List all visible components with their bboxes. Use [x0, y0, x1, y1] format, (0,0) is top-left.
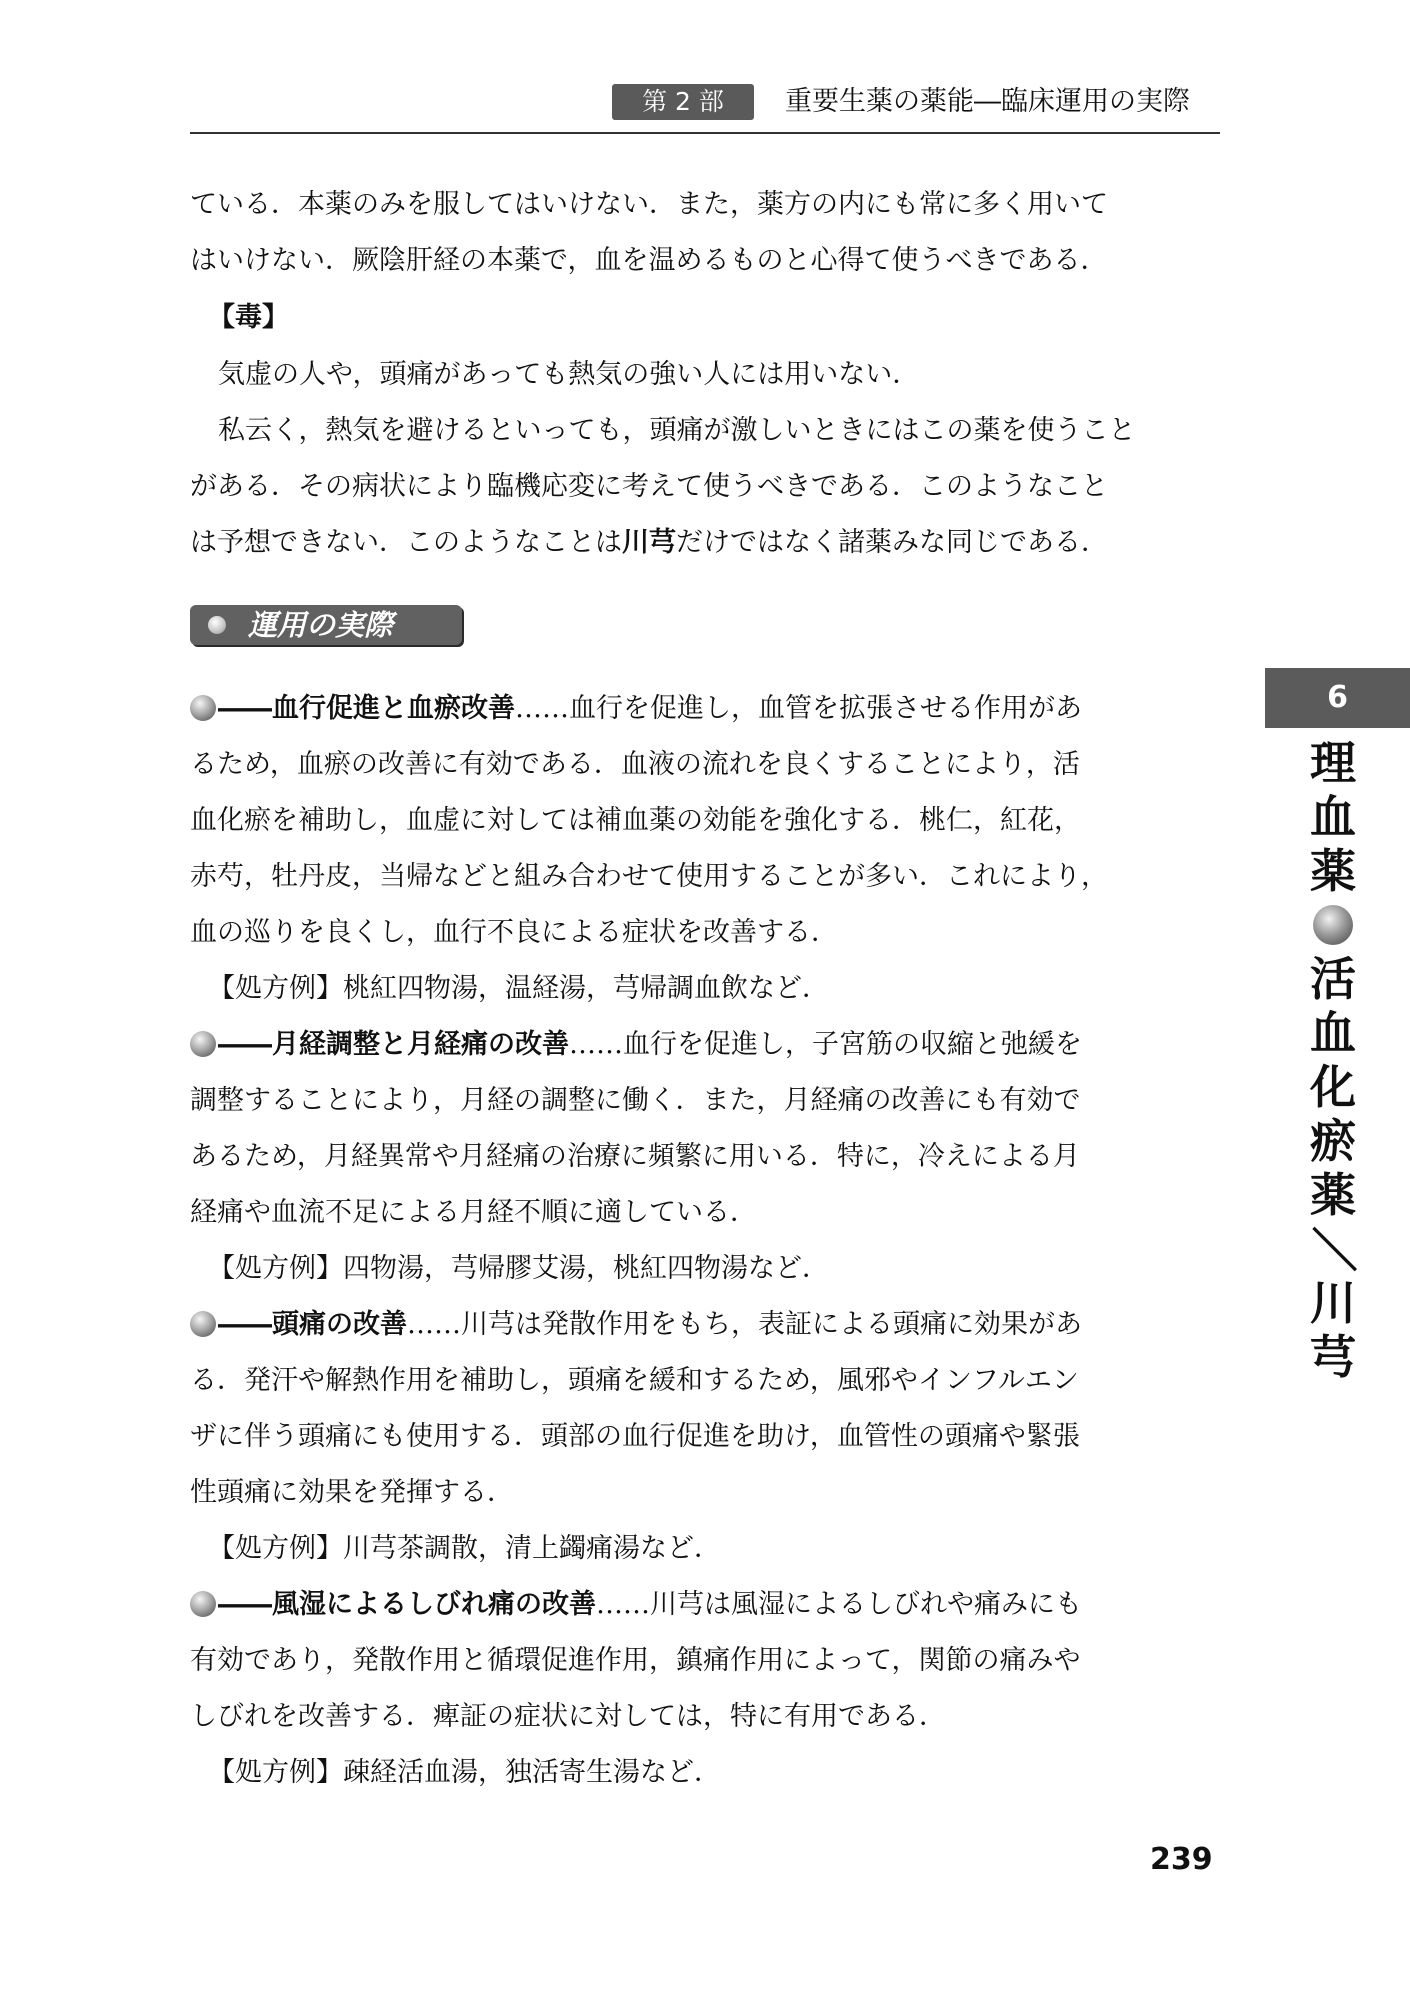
item-line: るため，血瘀の改善に有効である．血液の流れを良くすることにより，活: [190, 749, 1080, 780]
section-heading-text: 運用の実際: [248, 608, 394, 642]
item-line: 赤芍，牡丹皮，当帰などと組み合わせて使用することが多い．これにより，: [190, 861, 1108, 892]
item-line: 有効であり，発散作用と循環促進作用，鎮痛作用によって，関節の痛みや: [190, 1645, 1081, 1676]
text-segment: は予想できない．このようなことは: [190, 527, 622, 558]
side-char: 薬: [1310, 1168, 1356, 1222]
prescription-line: 【処方例】疎経活血湯，独活寄生湯など．: [208, 1757, 721, 1788]
intro-line: はいけない．厥陰肝経の本薬で，血を温めるものと心得て使うべきである．: [190, 245, 1108, 276]
prescription-line: 【処方例】四物湯，芎帰膠艾湯，桃紅四物湯など．: [208, 1253, 829, 1284]
part-badge: 第 2 部: [612, 84, 754, 120]
toxicity-last-line: [190, 523, 1108, 563]
prescription-line: 【処方例】桃紅四物湯，温経湯，芎帰調血飲など．: [208, 973, 829, 1004]
chapter-number-tab: 6: [1265, 668, 1410, 728]
item-title-line: [190, 1025, 1082, 1065]
side-char: 血: [1310, 790, 1356, 844]
chapter-side-title: [1303, 736, 1363, 1384]
item-line: 経痛や血流不足による月経不順に適している．: [190, 1197, 757, 1228]
item-title-line: [190, 1305, 1082, 1345]
item-first-line: ……血行を促進し，血管を拡張させる作用があ: [515, 693, 1082, 724]
item-title: ――頭痛の改善: [218, 1309, 407, 1340]
item-line: ザに伴う頭痛にも使用する．頭部の血行促進を助け，血管性の頭痛や緊張: [190, 1421, 1080, 1452]
side-char: 活: [1310, 952, 1356, 1006]
item-first-line: ……川芎は発散作用をもち，表証による頭痛に効果があ: [407, 1309, 1082, 1340]
side-char: 理: [1310, 736, 1356, 790]
page-number: 239: [1150, 1842, 1213, 1877]
item-line: 血の巡りを良くし，血行不良による症状を改善する．: [190, 917, 838, 948]
herb-name: 川芎: [622, 527, 676, 558]
item-line: る．発汗や解熱作用を補助し，頭痛を緩和するため，風邪やインフルエン: [190, 1365, 1079, 1396]
item-title-line: [190, 1585, 1082, 1625]
item-first-line: ……川芎は風湿によるしびれや痛みにも: [596, 1589, 1082, 1620]
toxicity-line: 気虚の人や，頭痛があっても熱気の強い人には用いない．: [218, 359, 920, 390]
text-segment: だけではなく諸薬みな同じである．: [676, 527, 1108, 558]
toxicity-heading: 【毒】: [208, 302, 289, 333]
side-char: 薬: [1310, 844, 1356, 898]
running-header: [190, 82, 1220, 134]
item-line: あるため，月経異常や月経痛の治療に頻繁に用いる．特に，冷えによる月: [190, 1141, 1080, 1172]
bullet-circle-icon: [208, 616, 226, 634]
side-char: 血: [1310, 1006, 1356, 1060]
item-line: 血化瘀を補助し，血虚に対しては補血薬の効能を強化する．桃仁，紅花，: [190, 805, 1081, 836]
intro-line: ている．本薬のみを服してはいけない．また，薬方の内にも常に多く用いて: [190, 189, 1108, 220]
section-heading: [190, 605, 462, 645]
bullet-circle-icon: [1313, 905, 1353, 945]
item-title: ――月経調整と月経痛の改善: [218, 1029, 569, 1060]
header-title: 重要生薬の薬能―臨床運用の実際: [785, 86, 1190, 117]
side-slash: ／: [1306, 1226, 1360, 1272]
prescription-line: 【処方例】川芎茶調散，清上蠲痛湯など．: [208, 1533, 721, 1564]
item-line: 性頭痛に効果を発揮する．: [190, 1477, 514, 1508]
side-char: 瘀: [1310, 1114, 1356, 1168]
bullet-circle-icon: [190, 695, 216, 721]
bullet-circle-icon: [190, 1591, 216, 1617]
bullet-circle-icon: [190, 1031, 216, 1057]
item-title-line: [190, 689, 1082, 729]
item-line: しびれを改善する．痺証の症状に対しては，特に有用である．: [190, 1701, 946, 1732]
item-line: 調整することにより，月経の調整に働く．また，月経痛の改善にも有効で: [190, 1085, 1081, 1116]
side-char: 芎: [1310, 1330, 1356, 1384]
side-char: 川: [1310, 1276, 1356, 1330]
item-title: ――風湿によるしびれ痛の改善: [218, 1589, 596, 1620]
bullet-circle-icon: [190, 1311, 216, 1337]
side-char: 化: [1310, 1060, 1356, 1114]
toxicity-line: がある．その病状により臨機応変に考えて使うべきである．このようなこと: [190, 471, 1108, 502]
toxicity-line: 私云く，熱気を避けるといっても，頭痛が激しいときにはこの薬を使うこと: [218, 415, 1136, 446]
item-first-line: ……血行を促進し，子宮筋の収縮と弛緩を: [569, 1029, 1082, 1060]
item-title: ――血行促進と血瘀改善: [218, 693, 515, 724]
